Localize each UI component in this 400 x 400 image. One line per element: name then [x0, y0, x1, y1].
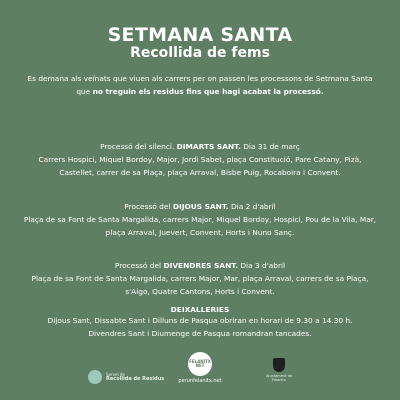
leaf-icon	[88, 370, 102, 384]
procession-tuesday-day: DIMARTS SANT.	[176, 142, 241, 151]
procession-thursday-day: DIJOUS SANT.	[172, 202, 229, 211]
intro-bold-text: no treguin els residus fins que hagi acabat la processó.	[92, 87, 324, 96]
procession-friday-day: DIVENDRES SANT.	[163, 261, 238, 270]
procession-thursday-pre: Processó del	[124, 202, 173, 211]
deixalleries-line2: Divendres Sant i Diumenge de Pasqua romandran tancades.	[88, 329, 312, 338]
waste-service-small: Servei de	[106, 372, 125, 377]
deixalleries-line1: Dijous Sant, Dissabte Sant i Dilluns de Pasqua obriran en horari de 9.30 a 14.30 h.	[47, 316, 353, 325]
procession-thursday	[20, 200, 380, 239]
procession-tuesday-pre: Processó del silenci.	[100, 142, 177, 151]
deixalleries-title: DEIXALLERIES	[170, 305, 230, 314]
procession-friday-date: Dia 3 d'abril	[238, 261, 286, 270]
felanitx-net-badge-icon: FELANITX NET	[188, 352, 212, 376]
waste-service-strong: Recollida de Residus	[106, 376, 165, 382]
poster-title: SETMANA SANTA	[107, 24, 293, 46]
waste-service-logo-text	[106, 372, 164, 382]
procession-thursday-date: Dia 2 d'abril	[228, 202, 276, 211]
felanitx-net-logo	[170, 352, 230, 384]
coat-of-arms-icon	[273, 358, 285, 372]
footer-logos	[0, 352, 400, 392]
intro-text: Es demana als veïnats que viuen als carrers per on passen les processons de Setmana Santa que	[27, 74, 373, 96]
procession-friday-streets: Plaça de sa Font de Santa Margalida, carrers Major, Mar, plaça Arraval, carrers de sa Plaça, s'Aigo, Quatre Cantons, Horts i Convent.	[31, 274, 369, 296]
town-hall-text: Ajuntament de Felanitx	[266, 374, 292, 382]
deixalleries-body	[20, 314, 380, 340]
town-hall-logo	[266, 358, 292, 382]
procession-friday	[20, 259, 380, 298]
felanitx-net-url: perunfelanitx.net	[178, 378, 222, 384]
poster-subtitle: Recollida de fems	[130, 45, 270, 61]
procession-tuesday-streets: Carrers Hospici, Miquel Bordoy, Major, Jordi Sabet, plaça Constitució, Pare Catany, Pizà, Castellet, carrer de sa Plaça, plaça Arraval, Bisbe Puig, Rocaboira i Convent.	[38, 155, 362, 177]
waste-service-logo	[88, 370, 164, 384]
procession-friday-pre: Processó del	[114, 261, 164, 270]
procession-tuesday	[20, 140, 380, 179]
procession-thursday-streets: Plaça de sa Font de Santa Margalida, carrers Major, Miquel Bordoy, Hospici, Pou de la Vila, Mar, plaça Arraval, Juevert, Convent, Horts i Nuno Sanç.	[23, 215, 377, 237]
intro-paragraph	[20, 72, 380, 98]
procession-tuesday-date: Dia 31 de març	[240, 142, 300, 151]
